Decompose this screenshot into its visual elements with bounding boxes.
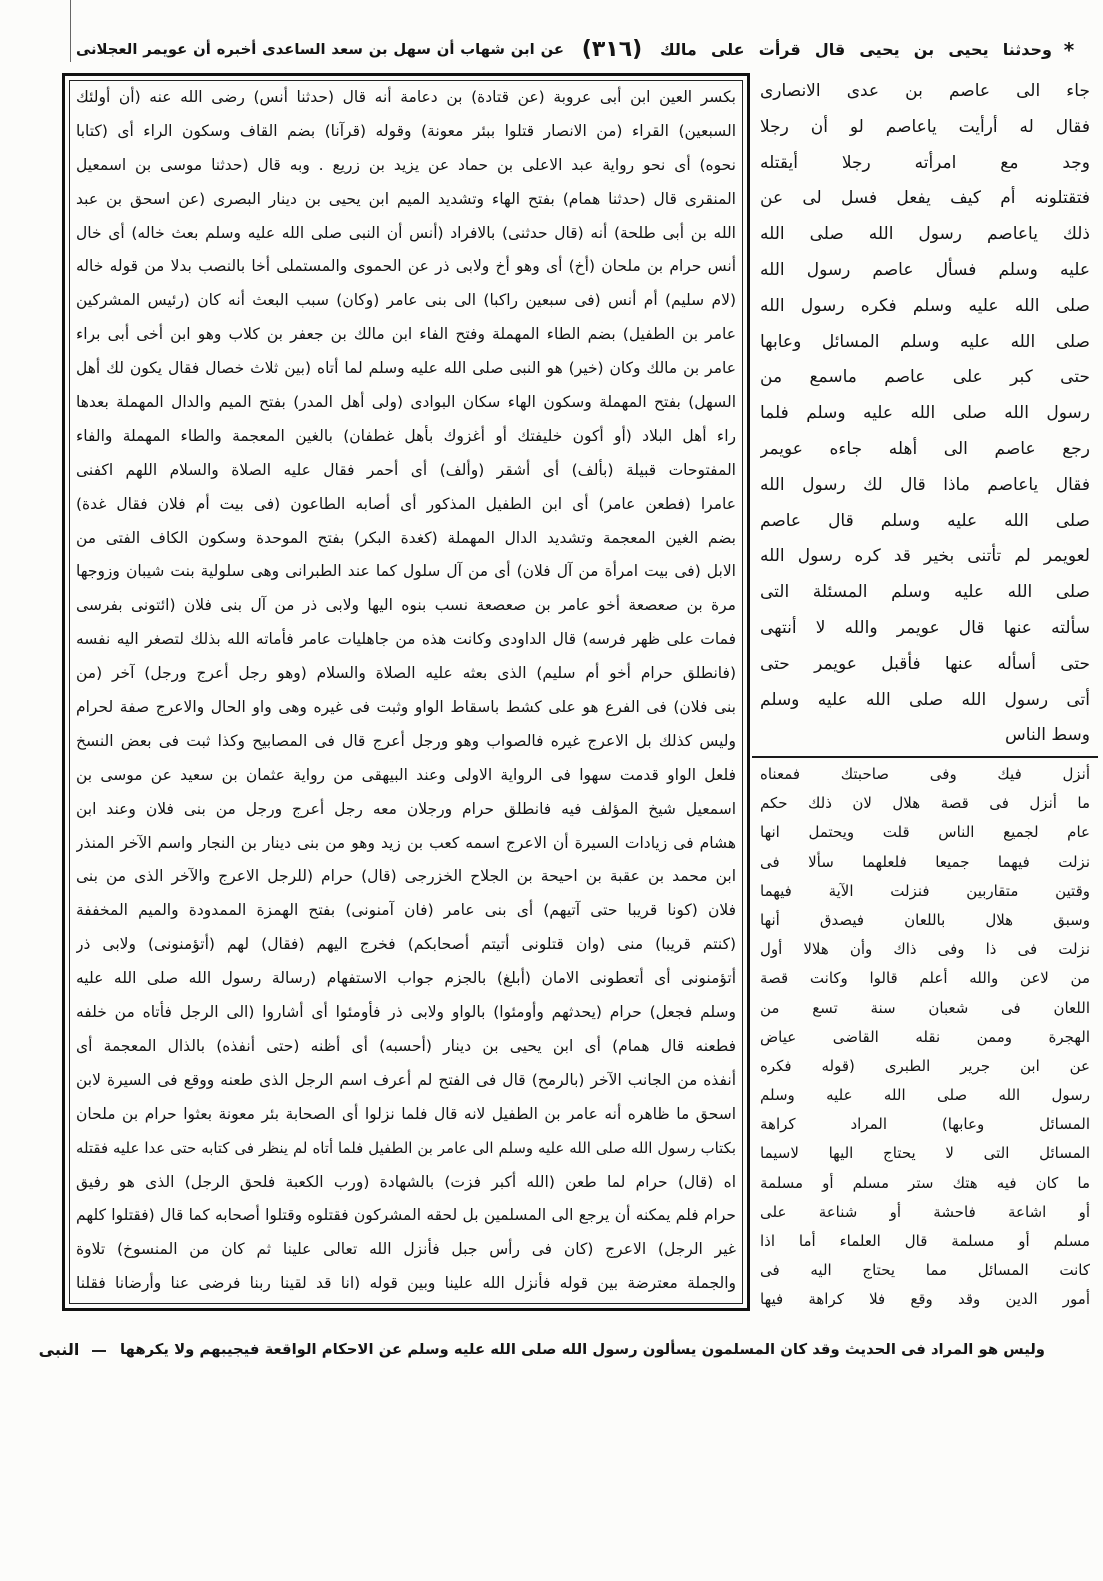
margin-hadith-line: رجع عاصم الى أهله جاءه عويمر [760, 438, 1090, 459]
main-commentary-line: (لام سليم) أم أنس (فى سبعين راكبا) الى بنى عامر (وكان) سبب البعث أنه كان (رئيس المشركين [76, 291, 736, 310]
main-commentary-line: اسحق ما ظاهره أنه عامر بن الطفيل لانه قال فلما نزلوا أى الصحابة بئر معونة بعثوا حرام بن ملحان [76, 1104, 736, 1123]
margin-commentary-line: أمور الدين وقد وقع فلا كراهة فيها [760, 1290, 1090, 1309]
main-commentary [76, 81, 736, 1301]
footer-text: وليس هو المراد فى الحديث وقد كان المسلمون يسألون رسول الله صلى الله عليه وسلم عن الاحكام الواقعة فيجيبهم ولا يكرهها [120, 1341, 1045, 1358]
margin-hadith-line: حتى أسأله عنها فأقبل عويمر حتى [760, 653, 1090, 674]
main-commentary-line: فلان (كونا قريبا حتى آتيهم) أى بنى عامر (فان آمنونى) بفتح الهمزة الممدودة والميم المخففة [76, 901, 736, 920]
margin-commentary-line: كانت المسائل مما يحتاج اليه فى [760, 1261, 1090, 1280]
margin-commentary-line: نزلت فيهما جميعا فلعلهما سألا فى [760, 852, 1090, 871]
main-commentary-line: (فانطلق حرام أخو أم سليم) الذى بعثه عليه الصلاة والسلام (وهو رجل أعرج ورجل) آخر (من [76, 664, 736, 683]
commentary-frame [62, 73, 750, 1311]
main-commentary-line: مرة بن صعصعة أخو عامر بن صعصعة نسب بنوه اليها ولابى ذر من آل بنى فلان (ائتونى بفرسى [76, 596, 736, 615]
margin-commentary-line: عام لجميع الناس قلت ويحتمل انها [760, 823, 1090, 842]
margin-commentary-line: الهجرة وممن نقله القاضى عياض [760, 1027, 1090, 1046]
main-commentary-line: غير الرجل) الاعرج (كان فى رأس جبل فأنزل الله تعالى علينا ثم كان من المنسوخ) تلاوة [76, 1240, 736, 1259]
margin-hadith-line: فقال ياعاصم ماذا قال لك رسول الله [760, 474, 1090, 495]
main-commentary-line: عامرا (فطعن عامر) أى ابن الطفيل المذكور أى أصابه الطاعون (فى بيت أم فلان فقال غدة) [76, 494, 736, 513]
margin-hadith-line: حتى كبر على عاصم ماسمع من [760, 367, 1090, 388]
main-commentary-line: أتؤمنونى أى أتعطونى الامان (أبلغ) بالجزم جواب الاستفهام (رسالة رسول الله صلى الله عليه [76, 969, 736, 988]
main-commentary-line: السبعين) القراء (من الانصار قتلوا ببئر معونة) وقوله (قرآنا) بضم القاف وسكون الراء أى (كتابا [76, 121, 736, 140]
main-commentary-line: بنى فلان) فى الفرع هو على كشط باسقاط الواو وثبت فى غيره وهى واو الحال والاعرج صفة لحرام [76, 698, 736, 717]
main-commentary-line: بكتاب رسول الله صلى الله عليه وسلم الى عامر بن الطفيل فلما أتاه لم ينظر فى كتابه حتى عدا عليه فقتله [76, 1138, 736, 1157]
main-commentary-line: اه (قال) حرام لما طعن (الله أكبر فزت) بالشهادة (ورب الكعبة فلحق الرجل) الذى هو رفيق [76, 1172, 736, 1191]
main-commentary-line: الله بن أبى طلحة) أنه (قال حدثنى) بالافراد (أنس أن النبى صلى الله عليه وسلم بعث خاله) أى خال [76, 223, 736, 242]
header-text-end: عن ابن شهاب أن سهل بن سعد الساعدى أخبره أن عويمر العجلانى [76, 41, 564, 58]
margin-commentary-line: اللعان فى شعبان سنة تسع من [760, 998, 1090, 1017]
main-commentary-line: الابل (فى بيت امرأة من آل فلان) أى من آل سلول كما عند الطبرانى وهى سلولية بنت شيبان وزوجها [76, 562, 736, 581]
commentary-frame-inner [69, 80, 743, 1304]
margin-commentary-line: ما كان فيه هتك ستر مسلم أو مسلمة [760, 1173, 1090, 1192]
main-commentary-line: أنفذه من الجانب الآخر (بالرمح) قال فى الفتح لم أعرف اسم الرجل الذى طعنه ووقع فى السيرة لابن [76, 1070, 736, 1089]
margin-commentary-line: المسائل وعابها) المراد كراهة [760, 1115, 1090, 1134]
catchword: النبى [38, 1340, 80, 1359]
main-commentary-line: فمات على ظهر فرسه) قال الداودى وكانت هذه من جاهليات عامر فأماته الله بذلك لتصغر اليه نفسه [76, 630, 736, 649]
margin-commentary-line: من لاعن والله أعلم قالوا وكانت قصة [760, 969, 1090, 988]
margin-commentary-line: وقتين متقاربين فنزلت الآية فيهما [760, 881, 1090, 900]
main-commentary-line: أنس حرام بن ملحان (أخ) أى وهو أخ ولابى ذر عن الحموى والمستملى أخا بالنصب بدلا من قوله خاله [76, 257, 736, 276]
margin-hadith-line: عليه وسلم فسأل عاصم رسول الله [760, 259, 1090, 280]
main-commentary-line: بكسر العين ابن أبى عروبة (عن قتادة) بن دعامة أنه قال (حدثنا أنس) رضى الله عنه (أن أولئك [76, 88, 736, 106]
main-commentary-line: اسمعيل شيخ المؤلف فيه فانطلق حرام ورجلان معه رجل أعرج ورجل من بنى فلان وعند ابن [76, 799, 736, 818]
margin-hadith-line: أتى رسول الله صلى الله عليه وسلم [760, 689, 1090, 710]
main-commentary-line: ابن محمد بن عقبة بن احيحة بن الجلاح الخزرجى (قال) حرام (للرجل الاعرج والآخر الذى من بنى [76, 867, 736, 886]
margin-hadith-line: ذلك ياعاصم رسول الله صلى الله [760, 224, 1090, 245]
margin-hadith-line: سألته عنها قال عويمر والله لا أنتهى [760, 617, 1090, 638]
main-commentary-line: حرام فلم يمكنه أن يرجع الى المسلمين بل لحقه المشركون فقتلوه وقتلوا أصحابه كما قال (فقتلوا كلهم [76, 1206, 736, 1225]
main-commentary-line: وسلم فجعل) حرام (يحدثهم وأومئوا) بالواو ولابى ذر فأومئوا أى أشاروا (الى الرجل فأتاه من خلفه [76, 1003, 736, 1022]
margin-separator-rule [752, 756, 1098, 758]
margin-hadith-line: فتقتلونه أم كيف يفعل فسل لى عن [760, 188, 1090, 209]
margin-hadith-line: فقال له أرأيت ياعاصم لو أن رجلا [760, 116, 1090, 137]
margin-commentary-line: رسول الله صلى الله عليه وسلم [760, 1086, 1090, 1105]
main-commentary-line: والجملة معترضة بين قوله فأنزل الله علينا وبين قوله (انا قد لقينا ربنا فرضى عنا وأرضانا فقلنا [76, 1274, 736, 1293]
page-header [74, 34, 1078, 66]
main-commentary-line: نحوه) أى نحو رواية عبد الاعلى بن حماد عن يزيد بن زريع . وبه قال (حدثنا موسى بن اسمعيل [76, 155, 736, 174]
margin-hadith-line: صلى الله عليه وسلم المسئلة التى [760, 582, 1090, 603]
margin-hadith-line: وسط الناس [1005, 725, 1090, 746]
page-number: (٣١٦) [581, 37, 643, 62]
main-commentary-line: المنقرى قال (حدثنا همام) بفتح الهاء وتشديد الميم ابن يحيى بن دينار البصرى (عن اسحق بن عبد [76, 189, 736, 208]
margin-commentary-line: أنزل فيك وفى صاحبتك فمعناه [760, 765, 1090, 783]
margin-commentary-line: المسائل التى لا يحتاج اليها لاسيما [760, 1144, 1090, 1163]
margin-commentary-line: نزلت فى ذا وفى ذاك وأن هلالا أول [760, 940, 1090, 959]
margin-hadith [760, 74, 1090, 754]
main-commentary-line: عامر بن مالك وكان (خير) هو النبى صلى الله عليه وسلم لما أتاه (بين ثلاث خصال فقال يكون لك أهل [76, 359, 736, 378]
margin-hadith-line: صلى الله عليه وسلم فكره رسول الله [760, 295, 1090, 316]
main-commentary-line: هشام فى زيادات السيرة أن الاعرج اسمه كعب بن زيد وهو من بنى دينار بن النجار واسم الآخر المنذر [76, 833, 736, 852]
margin-commentary-line: عن ابن جرير الطبرى (قوله فكره [760, 1056, 1090, 1075]
main-commentary-line: فلعل الواو قدمت سهوا فى الرواية الاولى وعند البيهقى من رواية عثمان بن سعيد عن موسى بن [76, 765, 736, 784]
main-commentary-line: عامر بن الطفيل) بضم الطاء المهملة وفتح الفاء ابن مالك بن جعفر بن كلاب وهو ابن أخى أبى براء [76, 325, 736, 344]
main-commentary-line: السهل) بفتح المهملة وسكون الهاء سكان البوادى (ولى أهل المدر) بفتح الميم والدال المهملة بعدها [76, 393, 736, 412]
margin-hadith-line: صلى الله عليه وسلم المسائل وعابها [760, 331, 1090, 352]
scan-edge-rule [70, 0, 71, 62]
header-text-start: وحدثنا يحيى بن يحيى قال قرأت على مالك [660, 40, 1052, 59]
margin-hadith-line: جاء الى عاصم بن عدى الانصارى [760, 81, 1090, 101]
main-commentary-line: المفتوحات قبيلة (بألف) أى أشقر (وألف) أى أحمر فقال عليه الصلاة والسلام اللهم اكفنى [76, 460, 736, 479]
hadith-marker: * [1063, 38, 1075, 62]
margin-commentary-line: وسبق هلال باللعان فيصدق أنها [760, 910, 1090, 929]
margin-commentary-line: مسلم أو مسلمة قال العلماء أما اذا [760, 1232, 1090, 1250]
catchword-dash [92, 1350, 106, 1352]
main-commentary-line: بضم الغين المعجمة وتشديد الدال المهملة (كغدة البكر) بفتح الموحدة وسكون الكاف الفتى من [76, 528, 736, 547]
margin-hadith-line: وجد مع امرأته رجلا أيقتله [760, 152, 1090, 173]
margin-commentary-line: أو اشاعة فاحشة أو شناعة على [760, 1202, 1090, 1221]
main-commentary-line: وليس كذلك بل الاعرج غيره فالصواب وهو ورجل أعرج قال فى المصابيح وكذا ثبت فى بعض النسخ [76, 731, 736, 750]
margin-hadith-line: لعويمر لم تأتنى بخير قد كره رسول الله [760, 546, 1090, 567]
margin-hadith-line: صلى الله عليه وسلم قال عاصم [760, 510, 1090, 531]
main-commentary-line: راء أهل البلاد (أو أكون خليفتك أو أغزوك بأهل غطفان) بالغين المعجمة والطاء المهملة والفاء [76, 426, 736, 445]
margin-commentary [760, 760, 1090, 1315]
main-commentary-line: فطعنه قال همام) أى ابن يحيى بن دينار (أحسبه) أى أظنه (حتى أنفذه) بالذال المعجمة أى [76, 1036, 736, 1055]
footer-continuation [120, 1334, 1045, 1366]
main-commentary-line: (كنتم قريبا) منى (وان قتلونى أتيتم أصحابكم) فخرج اليهم (فقال) لهم (أتؤمنونى) ولابى ذر [76, 935, 736, 954]
margin-hadith-line: رسول الله صلى الله عليه وسلم فلما [760, 403, 1090, 424]
margin-commentary-line: ما أنزل فى قصة هلال لان ذلك حكم [760, 794, 1090, 813]
